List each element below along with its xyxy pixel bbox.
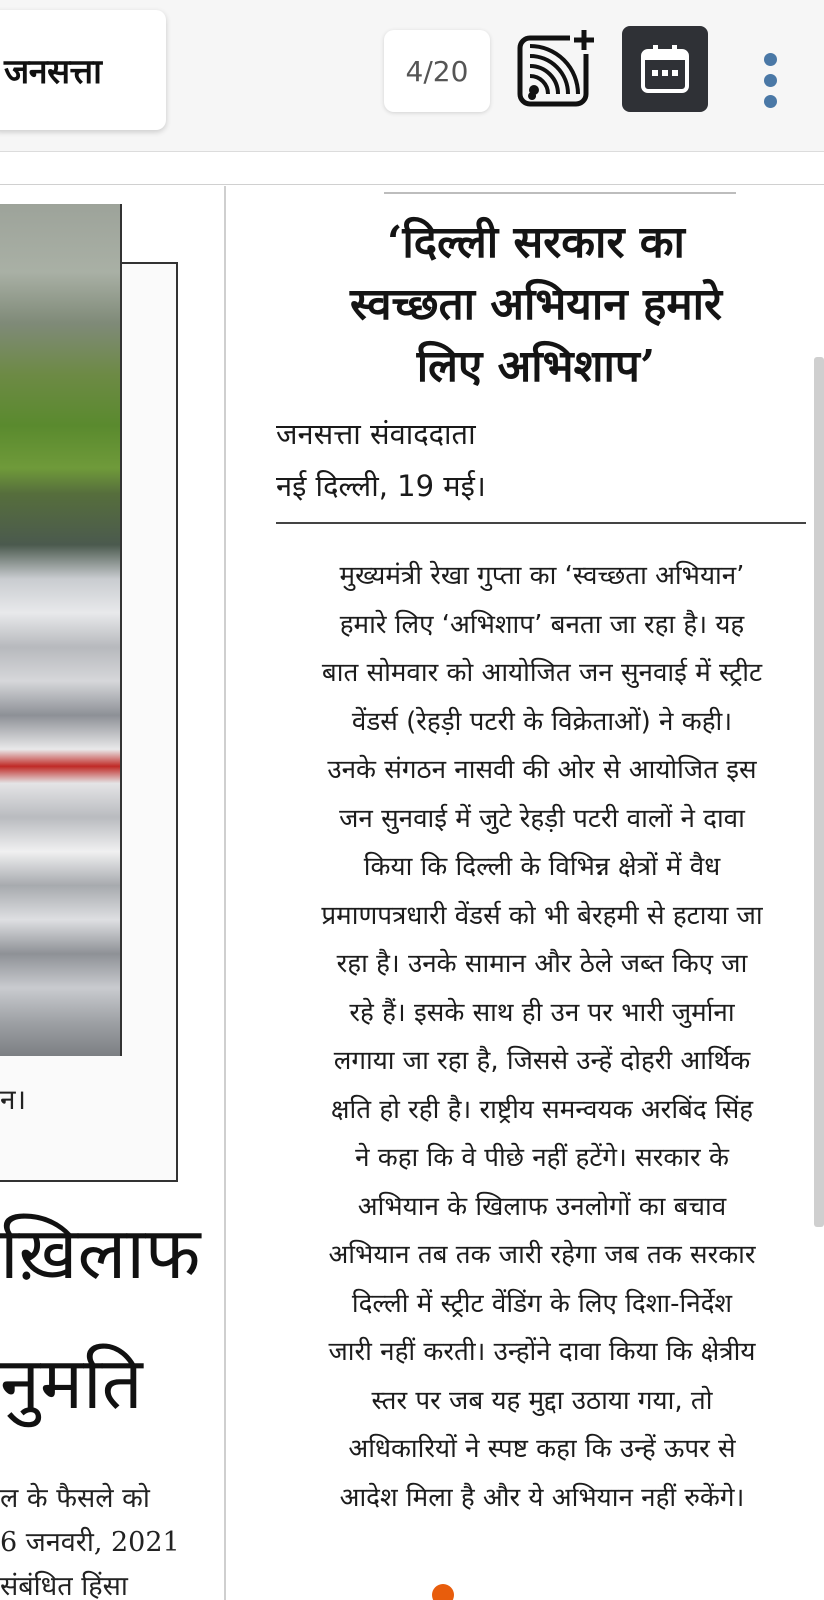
body-line: रहे हैं। इसके साथ ही उन पर भारी जुर्माना [349, 997, 735, 1028]
more-options-button[interactable] [750, 40, 790, 120]
app-toolbar [0, 0, 824, 152]
body-line: अभियान तब तक जारी रहेगा जब तक सरकार [328, 1240, 756, 1270]
photo-caption-fragment: न। [0, 1083, 27, 1116]
body-line: उनके संगठन नासवी की ओर से आयोजित इस [327, 755, 757, 785]
epaper-page[interactable] [0, 152, 824, 1600]
left-body-line: ल के फैसले को [0, 1483, 150, 1514]
body-line: दिल्ली में स्ट्रीट वेंडिंग के लिए दिशा-निर्देश [351, 1288, 733, 1319]
body-line: क्षति हो रही है। राष्ट्रीय समन्वयक अरबिंद सिंह [330, 1094, 754, 1125]
left-body-line: संबंधित हिंसा [0, 1571, 128, 1600]
subscribe-feed-button[interactable] [516, 26, 598, 112]
body-line: जन सुनवाई में जुटे रेहड़ी पटरी वालों ने दावा [339, 803, 745, 834]
article-body [276, 552, 808, 1522]
calendar-icon [637, 41, 693, 97]
vertical-scrollbar[interactable] [814, 357, 824, 1227]
body-line: जारी नहीं करती। उन्होंने दावा किया कि क्षेत्रीय [328, 1337, 756, 1367]
headline-line: ‘दिल्ली सरकार का [387, 217, 685, 268]
publication-logo[interactable] [0, 10, 166, 130]
byline-rule [276, 522, 806, 524]
page-top-rule [0, 184, 824, 185]
body-line: स्तर पर जब यह मुद्दा उठाया गया, तो [371, 1385, 713, 1416]
headline-line: लिए अभिशाप’ [416, 341, 656, 392]
body-line: हमारे लिए ‘अभिशाप’ बनता जा रहा है। यह [339, 609, 745, 640]
body-line: लगाया जा रहा है, जिससे उन्हें दोहरी आर्थिक [333, 1046, 751, 1076]
traffic-photo [0, 204, 122, 1056]
body-line: ने कहा कि वे पीछे नहीं हटेंगे। सरकार के [355, 1143, 729, 1173]
article-dateline: नई दिल्ली, 19 मई। [276, 469, 486, 503]
article-top-rule [384, 192, 736, 194]
more-vertical-icon [764, 49, 777, 112]
body-line: प्रमाणपत्रधारी वेंडर्स को भी बेरहमी से हटाया जा [321, 900, 763, 931]
left-headline-line-2: नुमति [0, 1341, 143, 1425]
body-line: अधिकारियों ने स्पष्ट कहा कि उन्हें ऊपर से [348, 1434, 736, 1464]
body-line: अभियान के खिलाफ उनलोगों का बचाव [357, 1191, 727, 1222]
logo-text: जनसत्ता [4, 52, 102, 92]
body-line: किया कि दिल्ली के विभिन्न क्षेत्रों में वैध [363, 852, 721, 882]
headline-line: स्वच्छता अभियान हमारे [349, 279, 723, 330]
calendar-button[interactable] [622, 26, 708, 112]
rss-add-icon [516, 26, 598, 112]
article-byline: जनसत्ता संवाददाता [276, 417, 476, 451]
scroll-position-indicator[interactable] [432, 1584, 454, 1600]
article-headline [280, 212, 792, 398]
body-line: रहा है। उनके सामान और ठेले जब्त किए जा [336, 949, 748, 979]
body-line: बात सोमवार को आयोजित जन सुनवाई में स्ट्रीट [321, 658, 763, 688]
body-line: वेंडर्स (रेहड़ी पटरी के विक्रेताओं) ने कही। [351, 706, 733, 737]
body-line: आदेश मिला है और ये अभियान नहीं रुकेंगे। [339, 1482, 745, 1513]
left-headline-line-1: ख़िलाफ [0, 1211, 201, 1295]
left-body-line: 6 जनवरी, 2021 [0, 1527, 180, 1558]
column-divider [224, 186, 226, 1600]
page-counter-button[interactable]: 4/20 [384, 30, 490, 112]
body-line: मुख्यमंत्री रेखा गुप्ता का ‘स्वच्छता अभियान’ [339, 561, 745, 591]
